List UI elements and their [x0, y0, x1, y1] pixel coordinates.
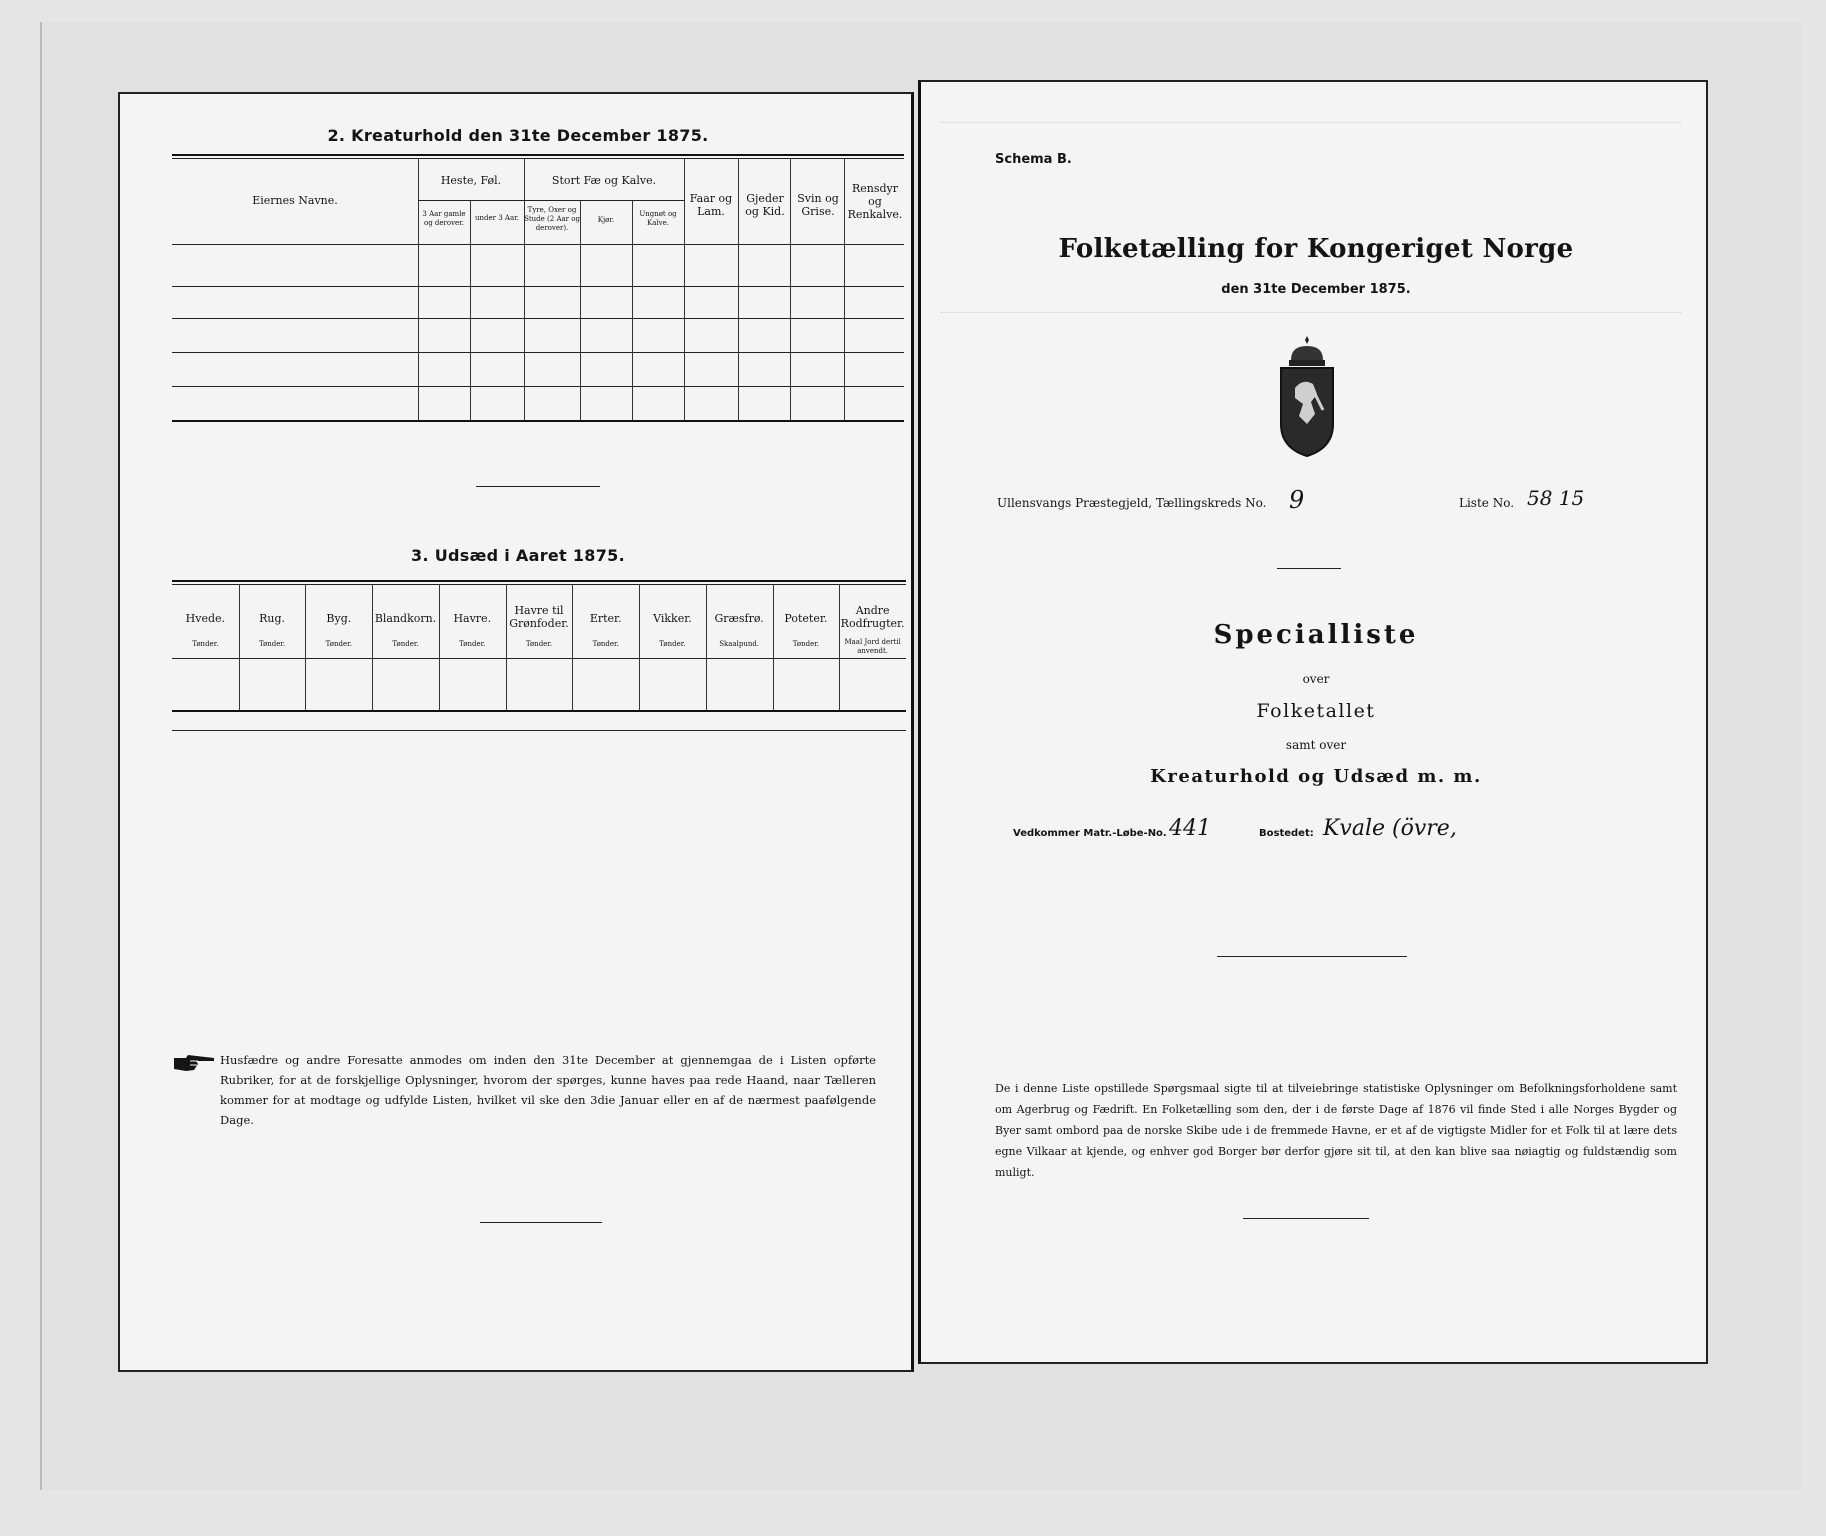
col-udsaed-unit: Maal Jord dertil anvendt.: [844, 638, 901, 655]
table2-divider: [738, 158, 739, 420]
krets-number: 9: [1289, 486, 1305, 514]
table2-divider: [632, 200, 633, 420]
table2-row-rule: [172, 318, 904, 319]
col-udsaed-unit: Tønder.: [459, 640, 486, 648]
table3-bottom-rule: [172, 710, 906, 712]
col-udsaed-name: Havre til Grønfoder.: [509, 604, 569, 630]
table2-divider: [790, 158, 791, 420]
bottom-separator-rule: [1243, 1218, 1369, 1219]
table2-divider: [470, 200, 471, 420]
table2-divider: [580, 200, 581, 420]
col-owner-name: Eiernes Navne.: [252, 194, 338, 207]
left-page: [118, 92, 914, 1372]
folketallet-heading: Folketallet: [1256, 700, 1376, 722]
notice-text: Husfædre og andre Foresatte anmodes om inden den 31te December at gjennemgaa de i Listen opførte Rubriker, for at de forskjellige Oplysninger, hvorom der spørges, kunne haves paa rede Haand, naar Tælleren kommer for at modtage og udfylde Listen, hvilket vil ske den 3die Januar eller en af de nærmest paafølgende Dage.: [220, 1053, 876, 1127]
separator-rule: [476, 486, 600, 487]
col-udsaed-name: Erter.: [589, 612, 622, 625]
section2-title: 2. Kreaturhold den 31te December 1875.: [327, 126, 709, 145]
table2-divider: [524, 158, 525, 420]
matr-number: 441: [1169, 816, 1211, 841]
bottom-separator-rule: [480, 1222, 602, 1223]
schema-label: Schema B.: [995, 152, 1072, 167]
table2-divider: [844, 158, 845, 420]
table2-row-rule: [172, 352, 904, 353]
col-udsaed-name: Vikker.: [653, 612, 692, 625]
samt-over-text: samt over: [1285, 738, 1347, 752]
table2-row-rule: [172, 386, 904, 387]
col-udsaed-unit: Tønder.: [258, 640, 286, 648]
coat-of-arms-icon: [1277, 334, 1337, 462]
col-ungnot: Ungnøt og Kalve.: [639, 210, 677, 227]
col-kjor: Kjør.: [597, 216, 615, 224]
col-udsaed-name: Byg.: [326, 612, 352, 625]
col-udsaed-unit: Tønder.: [392, 640, 419, 648]
col-tyre: Tyre, Oxer og Stude (2 Aar og derover).: [524, 206, 580, 232]
col-heste-under3: under 3 Aar.: [475, 214, 519, 222]
col-udsaed-unit: Tønder.: [792, 640, 820, 648]
kreaturhold-heading: Kreaturhold og Udsæd m. m.: [1150, 766, 1482, 787]
col-svin: Svin og Grise.: [797, 192, 839, 218]
bosted-label: Bostedet:: [1259, 828, 1314, 839]
section3-title: 3. Udsæd i Aaret 1875.: [411, 546, 625, 565]
col-udsaed-unit: Tønder.: [192, 640, 219, 648]
separator-rule: [1217, 956, 1407, 957]
census-date: den 31te December 1875.: [1221, 282, 1411, 297]
table3-top-rule-thin: [172, 584, 906, 585]
table2-divider: [418, 158, 419, 420]
over-text: over: [1302, 672, 1330, 686]
table2-subheader-rule: [418, 200, 684, 201]
col-udsaed-unit: Tønder.: [659, 640, 686, 648]
col-udsaed-name: Græsfrø.: [714, 612, 764, 625]
col-udsaed-unit: Tønder.: [325, 640, 352, 648]
col-stort-fae: Stort Fæ og Kalve.: [551, 174, 657, 187]
table2-header-rule: [172, 244, 904, 245]
table2-divider: [684, 158, 685, 420]
matr-label: Vedkommer Matr.-Løbe-No.: [1013, 828, 1167, 839]
col-udsaed-unit: Tønder.: [592, 640, 619, 648]
main-title: Folketælling for Kongeriget Norge: [1058, 234, 1574, 264]
specialliste-heading: Specialliste: [1213, 620, 1419, 650]
table2-row-rule: [172, 286, 904, 287]
separator-rule: [1277, 568, 1341, 569]
col-gjeder: Gjeder og Kid.: [745, 192, 785, 218]
col-heste-3aar: 3 Aar gamle og derover.: [422, 210, 466, 227]
col-udsaed-name: Blandkorn.: [374, 612, 437, 625]
col-rensdyr: Rensdyr og Renkalve.: [847, 182, 903, 221]
col-udsaed-name: Poteter.: [784, 612, 828, 625]
table3-top-rule: [172, 580, 906, 582]
liste-number: 58 15: [1527, 486, 1585, 510]
parish-label: Ullensvangs Præstegjeld, Tællingskreds No.: [997, 496, 1267, 510]
table2-top-rule-thin: [172, 158, 904, 159]
pointing-hand-icon: [172, 1052, 216, 1074]
liste-label: Liste No.: [1459, 496, 1515, 510]
table2-top-rule: [172, 154, 904, 156]
col-udsaed-unit: Skaalpund.: [719, 640, 760, 648]
col-heste-fol: Heste, Føl.: [440, 174, 502, 187]
col-udsaed-name: Hvede.: [185, 612, 226, 625]
col-udsaed-name: Havre.: [453, 612, 492, 625]
bosted-value: Kvale (övre,: [1323, 816, 1457, 841]
col-udsaed-name: Rug.: [259, 612, 286, 625]
table3-header-rule: [172, 658, 906, 659]
footer-text: De i denne Liste opstillede Spørgsmaal sigte til at tilveiebringe statistiske Oplysninger om Befolkningsforholdene samt om Agerbrug og Fædrift. En Folketælling som den, der i de første Dage af 1876 vil finde Sted i alle Norges Bygder og Byer samt ombord paa de norske Skibe ude i de fremmede Havne, er et af de vigtigste Midler for et Folk til at lære dets egne Vilkaar at kjende, og enhver god Borger bør derfor gjøre sit til, at den kan blive saa nøiagtig og fuldstændig som muligt.: [995, 1082, 1677, 1179]
table2-bottom-rule: [172, 420, 904, 422]
col-udsaed-name: Andre Rodfrugter.: [840, 604, 905, 630]
col-faar: Faar og Lam.: [689, 192, 733, 218]
table3-under-rule: [172, 730, 906, 731]
col-udsaed-unit: Tønder.: [525, 640, 553, 648]
right-page: [918, 80, 1708, 1364]
